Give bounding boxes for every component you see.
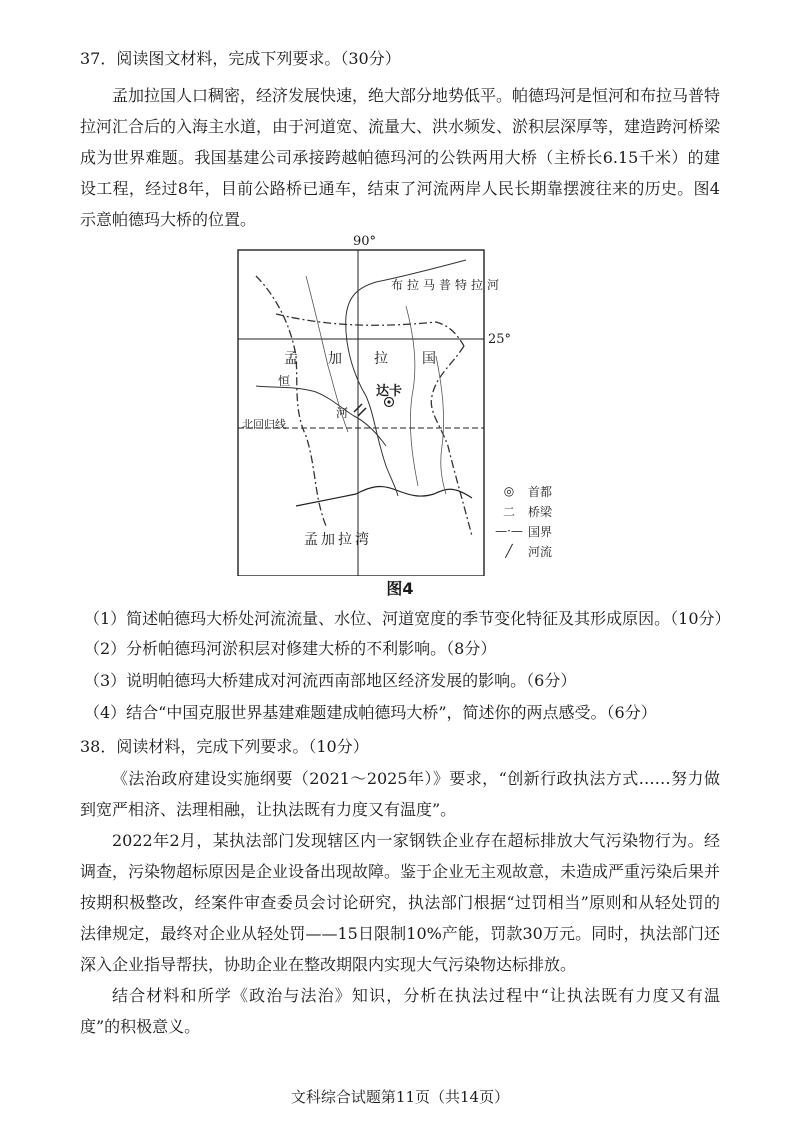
ganges-char-1: 恒 xyxy=(278,374,291,388)
figure-caption: 图4 xyxy=(386,579,414,598)
border-north xyxy=(276,314,464,346)
country-char-2: 加 xyxy=(328,351,342,367)
capital-label: 达卡 xyxy=(376,384,403,399)
q37-material xyxy=(80,80,720,235)
river-icon: ╱ xyxy=(505,544,513,558)
longitude-label: 90° xyxy=(353,234,377,249)
q37-sub-3: （3）说明帕德玛大桥建成对河流西南部地区经济发展的影响。（6分） xyxy=(84,671,577,690)
q37-heading: 37．阅读图文材料，完成下列要求。（30分） xyxy=(80,49,401,68)
page-footer: 文科综合试题第11页（共14页） xyxy=(290,1088,510,1106)
legend-label-border: 国界 xyxy=(528,524,553,539)
country-char-3: 拉 xyxy=(374,351,388,367)
bridge-icon: ⼆ xyxy=(502,504,515,519)
tropic-label: 北回归线 xyxy=(242,418,286,431)
river-brahmaputra xyxy=(346,260,466,496)
country-char-1: 孟 xyxy=(284,351,298,367)
legend-row-river xyxy=(490,541,552,561)
q37-sub-2: （2）分析帕德玛河淤积层对修建大桥的不利影响。（8分） xyxy=(84,639,497,658)
legend-label-bridge: 桥梁 xyxy=(528,504,553,519)
capital-icon: ◎ xyxy=(503,484,515,498)
border-icon: —·— xyxy=(495,524,523,538)
coastline xyxy=(296,487,472,506)
legend-label-river: 河流 xyxy=(528,544,553,559)
q38-paragraph-3: 结合材料和所学《政治与法治》知识，分析在执法过程中“让执法既有力度又有温度”的积极意义。 xyxy=(80,986,720,1036)
legend-row-border xyxy=(490,521,552,541)
q38-paragraph-1: 《法治政府建设实施纲要（2021～2025年）》要求，“创新行政执法方式……努力做到宽严相济、法理相融，让执法既有力度又有温度”。 xyxy=(80,769,720,819)
brahmaputra-label: 布拉马普特拉河 xyxy=(391,278,504,292)
border-east xyxy=(431,346,472,536)
country-char-4: 国 xyxy=(422,351,436,367)
latitude-label: 25° xyxy=(488,332,512,347)
q37-sub-1: （1）简述帕德玛大桥处河流流量、水位、河道宽度的季节变化特征及其形成原因。（10分） xyxy=(84,609,731,628)
q37-sub-4: （4）结合“中国克服世界基建难题建成帕德玛大桥”，简述你的两点感受。（6分） xyxy=(84,703,657,722)
legend-label-capital: 首都 xyxy=(528,484,553,499)
q37-paragraph: 孟加拉国人口稠密，经济发展快速，绝大部分地势低平。帕德玛河是恒河和布拉马普特拉河汇合后的入海主水道，由于河道宽、流量大、洪水频发、淤积层深厚等，建造跨河桥梁成为世界难题。我国基建公司承接跨越帕德玛河的公铁两用大桥（主桥长6.15千米）的建设工程，经过8年，目前公路桥已通车，结束了河流两岸人民长期靠摆渡往来的历史。图4示意帕德玛大桥的位置。 xyxy=(80,86,721,229)
river-tributary-2 xyxy=(406,306,418,486)
legend-row-capital xyxy=(490,481,552,501)
q38-paragraph-2: 2022年2月，某执法部门发现辖区内一家钢铁企业存在超标排放大气污染物行为。经调查，污染物超标原因是企业设备出现故障。鉴于企业无主观故意，未造成严重污染后果并按期积极整改，经案件审查委员会讨论研究，执法部门根据“过罚相当”原则和从轻处罚的法律规定，最终对企业从轻处罚——15日限制10%产能，罚款30万元。同时，执法部门还深入企业指导帮扶，协助企业在整改期限内实现大气污染物达标排放。 xyxy=(80,831,721,974)
ganges-char-2: 河 xyxy=(336,406,349,420)
q38-heading: 38．阅读材料，完成下列要求。（10分） xyxy=(80,737,369,756)
legend-row-bridge xyxy=(490,501,552,521)
q38-material xyxy=(80,763,720,1042)
map-legend xyxy=(490,481,552,561)
bay-label: 孟加拉湾 xyxy=(304,532,372,548)
bridge-marker xyxy=(354,404,366,416)
